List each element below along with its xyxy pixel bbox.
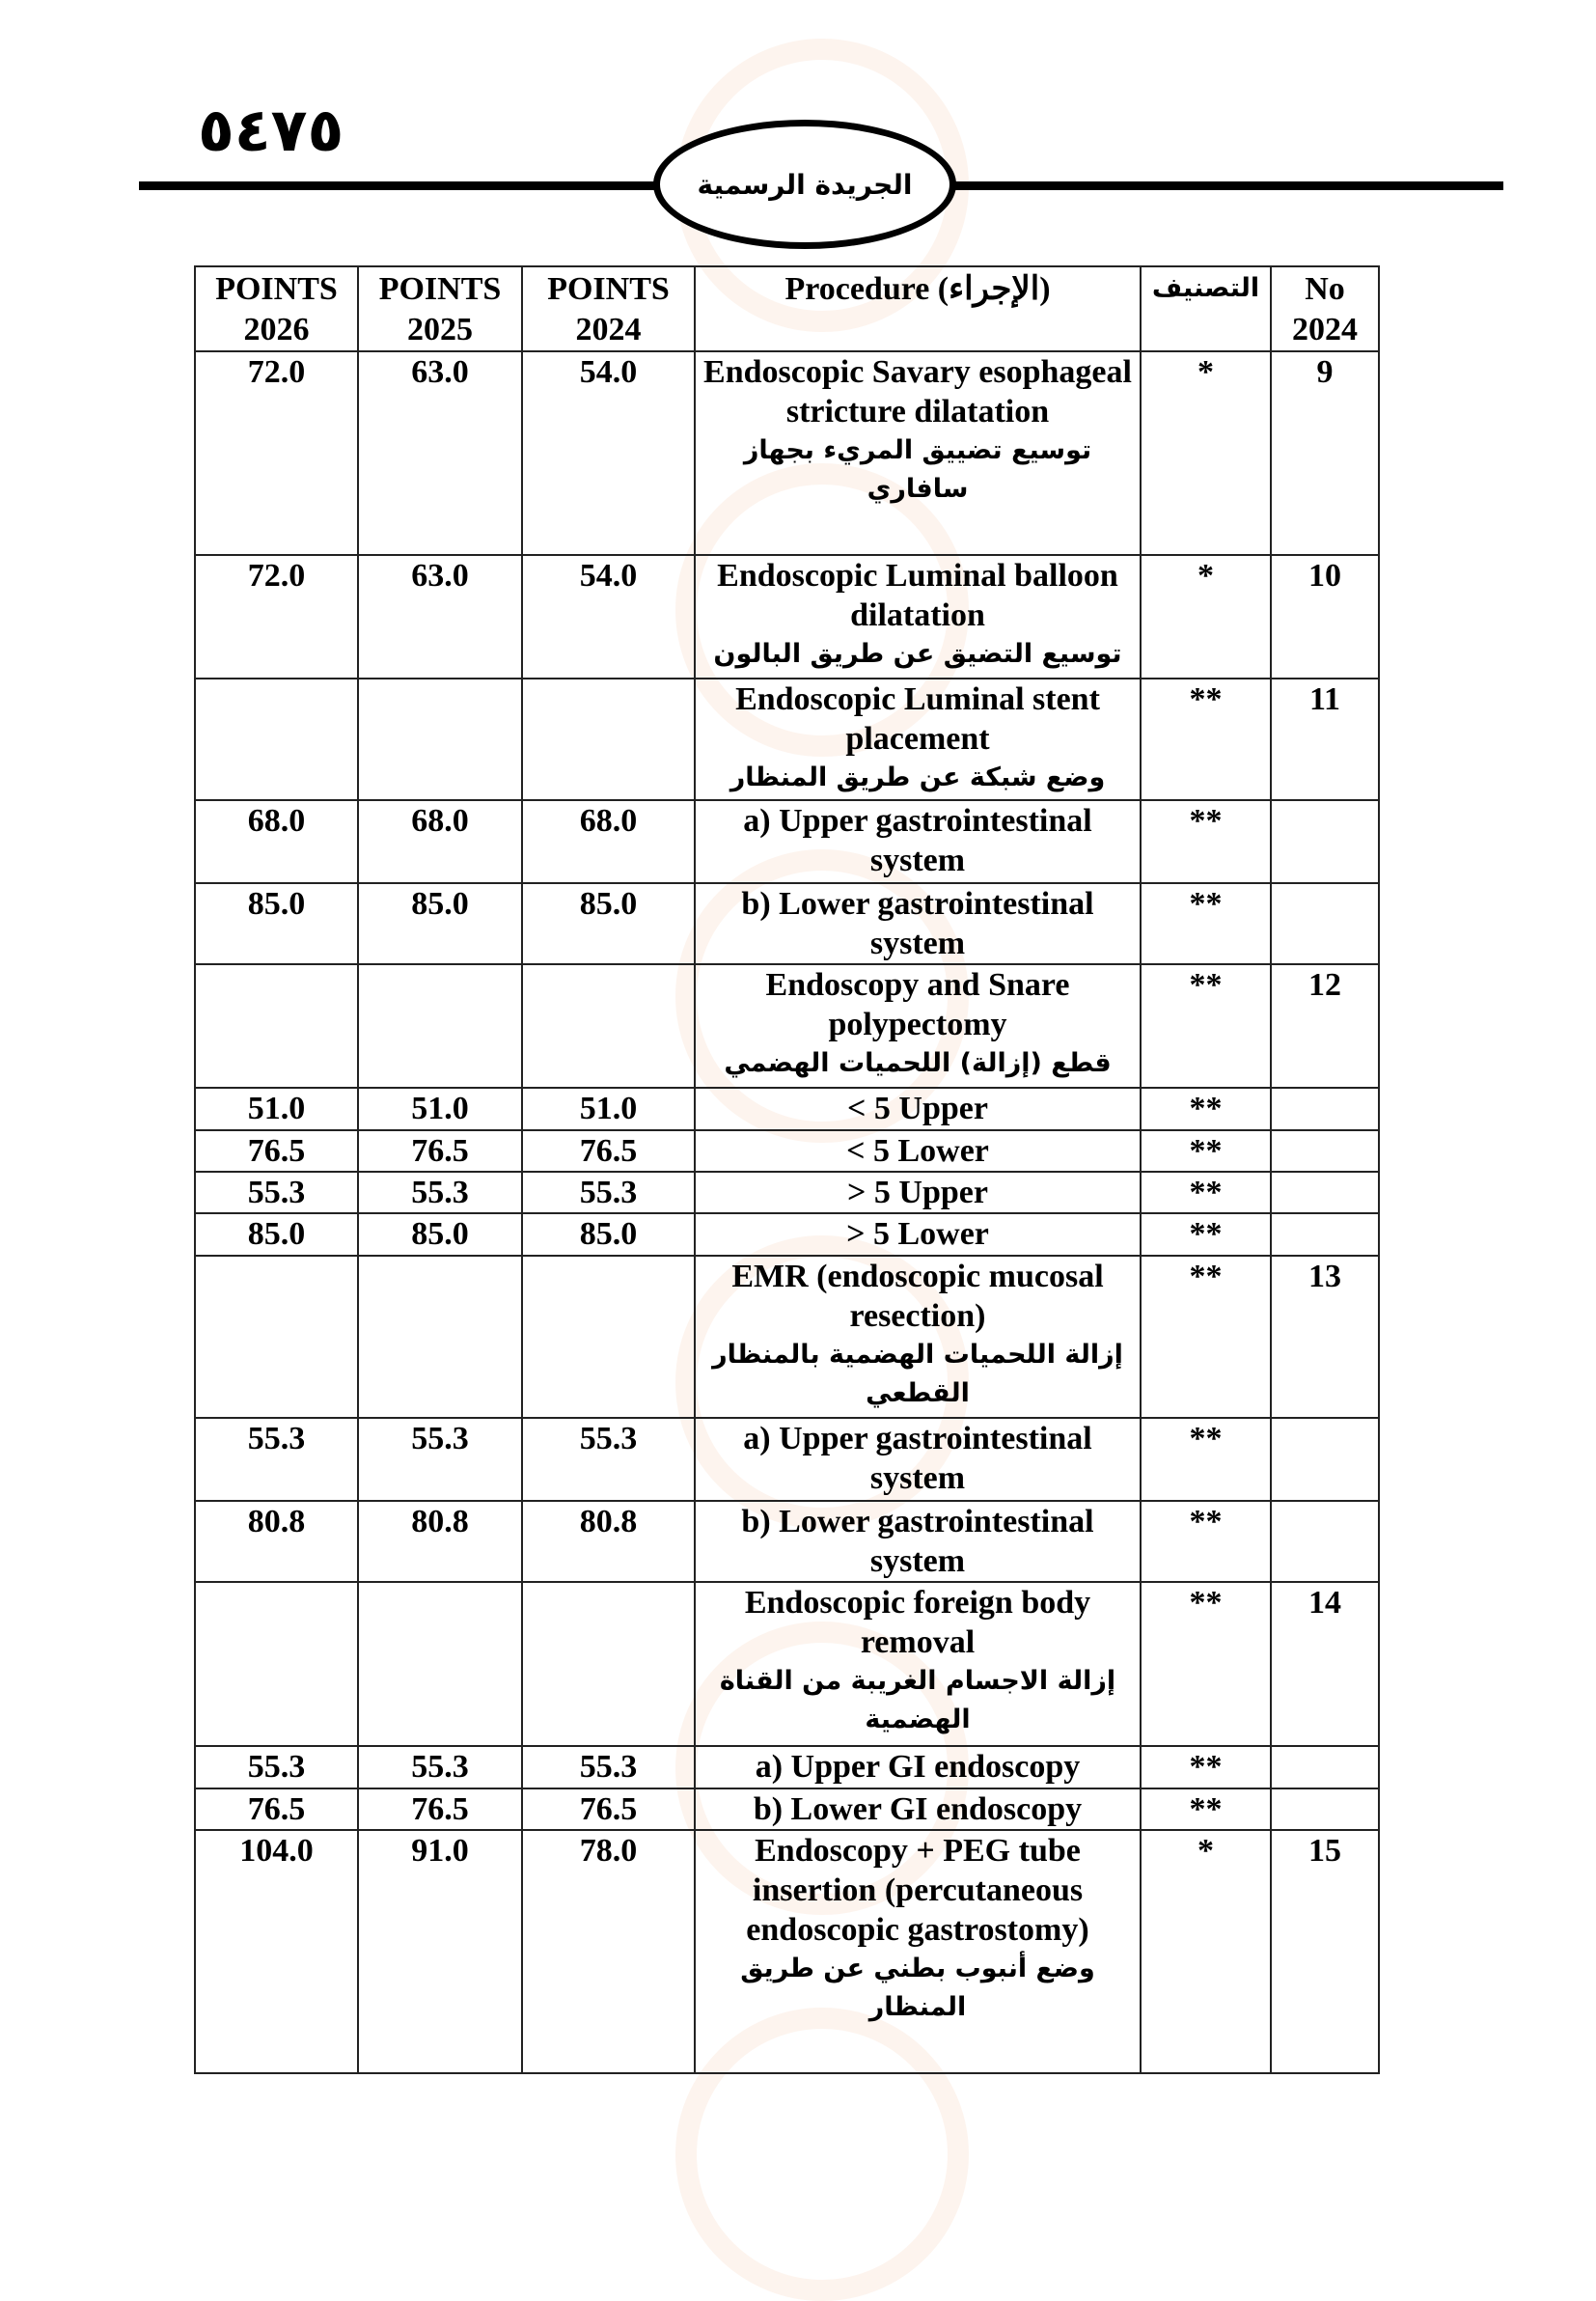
points-2026-cell: 51.0 (195, 1088, 358, 1130)
points-2025-cell: 91.0 (358, 1830, 522, 2073)
points-2025-cell (358, 964, 522, 1088)
points-2024-cell: 76.5 (522, 1788, 695, 1830)
procedure-cell (695, 1830, 1141, 2073)
procedure-cell (695, 1088, 1141, 1130)
points-2026-cell (195, 964, 358, 1088)
procedure-english: Endoscopic foreign body removal (744, 1585, 1091, 1660)
table-row (195, 1746, 1379, 1788)
procedure-english: a) Upper GI endoscopy (755, 1749, 1081, 1785)
procedure-english: a) Upper gastrointestinal system (743, 803, 1092, 878)
procedure-arabic: قطع (إزالة) اللحميات الهضمي (724, 1048, 1112, 1078)
procedure-cell (695, 1501, 1141, 1582)
table-row (195, 1130, 1379, 1172)
procedure-english: a) Upper gastrointestinal system (743, 1421, 1092, 1496)
points-2024-cell (522, 1582, 695, 1746)
classification-cell: ** (1141, 1130, 1271, 1172)
classification-cell: ** (1141, 1582, 1271, 1746)
classification-cell: * (1141, 555, 1271, 679)
procedure-cell (695, 1172, 1141, 1213)
procedure-arabic: وضع أنبوب بطني عن طريق المنظار (740, 1954, 1095, 2022)
number-cell: 10 (1271, 555, 1379, 679)
number-cell (1271, 1088, 1379, 1130)
header-points-2025: POINTS 2025 (358, 266, 522, 351)
points-2026-cell: 55.3 (195, 1172, 358, 1213)
classification-cell: ** (1141, 1788, 1271, 1830)
points-2024-cell: 85.0 (522, 1213, 695, 1256)
number-cell (1271, 883, 1379, 964)
points-2025-cell: 63.0 (358, 555, 522, 679)
procedure-cell (695, 1130, 1141, 1172)
procedure-arabic: إزالة الاجسام الغريبة من القناة الهضمية (719, 1666, 1116, 1734)
procedures-table (194, 265, 1380, 2074)
points-2025-cell: 51.0 (358, 1088, 522, 1130)
table-row (195, 964, 1379, 1088)
points-2024-cell: 55.3 (522, 1746, 695, 1788)
procedure-cell (695, 679, 1141, 800)
classification-cell: ** (1141, 1256, 1271, 1418)
classification-cell: * (1141, 351, 1271, 555)
header-points-2026: POINTS 2026 (195, 266, 358, 351)
points-2025-cell: 63.0 (358, 351, 522, 555)
number-cell: 12 (1271, 964, 1379, 1088)
table-row (195, 555, 1379, 679)
number-cell (1271, 1213, 1379, 1256)
points-2025-cell (358, 1582, 522, 1746)
points-2026-cell (195, 1256, 358, 1418)
header-procedure: Procedure (الإجراء) (695, 266, 1141, 351)
points-2024-cell: 54.0 (522, 351, 695, 555)
number-cell (1271, 1418, 1379, 1501)
points-2024-cell: 85.0 (522, 883, 695, 964)
gazette-title: الجريدة الرسمية (653, 120, 956, 249)
points-2024-cell: 54.0 (522, 555, 695, 679)
procedure-english: Endoscopic Savary esophageal stricture dilatation (703, 354, 1132, 430)
procedure-cell (695, 1788, 1141, 1830)
header-points-2024: POINTS 2024 (522, 266, 695, 351)
points-2026-cell: 72.0 (195, 351, 358, 555)
points-2025-cell: 55.3 (358, 1172, 522, 1213)
points-2024-cell: 80.8 (522, 1501, 695, 1582)
procedure-arabic: توسيع تضييق المريء بجهاز سافاري (743, 435, 1092, 504)
procedure-arabic: إزالة اللحميات الهضمية بالمنظار القطعي (712, 1340, 1123, 1408)
procedure-english: Endoscopic Luminal balloon dilatation (717, 558, 1118, 633)
number-cell (1271, 1501, 1379, 1582)
points-2026-cell: 104.0 (195, 1830, 358, 2073)
procedure-cell (695, 800, 1141, 883)
classification-cell: ** (1141, 1746, 1271, 1788)
points-2024-cell (522, 1256, 695, 1418)
table-row (195, 1172, 1379, 1213)
points-2025-cell (358, 679, 522, 800)
points-2026-cell: 55.3 (195, 1746, 358, 1788)
procedure-english: Endoscopy and Snare polypectomy (765, 967, 1070, 1042)
classification-cell: ** (1141, 1418, 1271, 1501)
procedure-cell (695, 1418, 1141, 1501)
points-2026-cell: 72.0 (195, 555, 358, 679)
classification-cell: ** (1141, 1172, 1271, 1213)
procedure-english: > 5 Upper (847, 1175, 988, 1210)
points-2026-cell: 76.5 (195, 1788, 358, 1830)
procedure-cell (695, 1582, 1141, 1746)
classification-cell: ** (1141, 1088, 1271, 1130)
procedure-english: < 5 Lower (846, 1133, 989, 1169)
classification-cell: ** (1141, 800, 1271, 883)
classification-cell: ** (1141, 1501, 1271, 1582)
procedure-arabic: توسيع التضيق عن طريق البالون (713, 639, 1122, 669)
procedure-cell (695, 1256, 1141, 1418)
table-row (195, 1256, 1379, 1418)
points-2025-cell: 68.0 (358, 800, 522, 883)
procedure-cell (695, 883, 1141, 964)
classification-cell: ** (1141, 883, 1271, 964)
procedure-arabic: وضع شبكة عن طريق المنظار (729, 762, 1106, 792)
number-cell (1271, 800, 1379, 883)
number-cell: 9 (1271, 351, 1379, 555)
number-cell: 15 (1271, 1830, 1379, 2073)
points-2025-cell: 80.8 (358, 1501, 522, 1582)
procedure-english: b) Lower GI endoscopy (753, 1791, 1083, 1827)
table-row (195, 1418, 1379, 1501)
table-row (195, 1088, 1379, 1130)
procedure-english: Endoscopic Luminal stent placement (735, 681, 1100, 757)
header-classification: التصنيف (1141, 266, 1271, 351)
points-2026-cell: 80.8 (195, 1501, 358, 1582)
points-2026-cell (195, 1582, 358, 1746)
procedure-english: b) Lower gastrointestinal system (741, 1504, 1094, 1579)
points-2026-cell (195, 679, 358, 800)
points-2025-cell: 55.3 (358, 1746, 522, 1788)
points-2024-cell: 78.0 (522, 1830, 695, 2073)
points-2024-cell: 55.3 (522, 1418, 695, 1501)
procedure-cell (695, 964, 1141, 1088)
points-2024-cell: 51.0 (522, 1088, 695, 1130)
points-2025-cell: 76.5 (358, 1788, 522, 1830)
points-2024-cell: 55.3 (522, 1172, 695, 1213)
classification-cell: ** (1141, 679, 1271, 800)
points-2026-cell: 55.3 (195, 1418, 358, 1501)
procedure-english: > 5 Lower (846, 1216, 989, 1252)
points-2026-cell: 85.0 (195, 883, 358, 964)
points-2025-cell: 55.3 (358, 1418, 522, 1501)
points-2024-cell (522, 679, 695, 800)
table-row (195, 883, 1379, 964)
procedure-english: b) Lower gastrointestinal system (741, 886, 1094, 961)
points-2024-cell: 68.0 (522, 800, 695, 883)
number-cell (1271, 1746, 1379, 1788)
number-cell (1271, 1130, 1379, 1172)
classification-cell: ** (1141, 964, 1271, 1088)
procedure-cell (695, 555, 1141, 679)
points-2025-cell (358, 1256, 522, 1418)
header-no-2024: No 2024 (1271, 266, 1379, 351)
number-cell: 14 (1271, 1582, 1379, 1746)
points-2024-cell: 76.5 (522, 1130, 695, 1172)
table-row (195, 800, 1379, 883)
classification-cell: * (1141, 1830, 1271, 2073)
number-cell: 13 (1271, 1256, 1379, 1418)
points-2026-cell: 76.5 (195, 1130, 358, 1172)
table-row (195, 351, 1379, 555)
points-2025-cell: 76.5 (358, 1130, 522, 1172)
procedure-english: Endoscopy + PEG tube insertion (percutaneous endoscopic gastrostomy) (746, 1833, 1089, 1948)
points-2025-cell: 85.0 (358, 883, 522, 964)
points-2025-cell: 85.0 (358, 1213, 522, 1256)
procedure-english: EMR (endoscopic mucosal resection) (731, 1259, 1104, 1334)
page-number: ٥٤٧٥ (198, 95, 344, 165)
points-2026-cell: 85.0 (195, 1213, 358, 1256)
procedure-english: < 5 Upper (847, 1091, 988, 1126)
number-cell (1271, 1788, 1379, 1830)
table-row (195, 1582, 1379, 1746)
table-row (195, 1501, 1379, 1582)
table-row (195, 679, 1379, 800)
table-row (195, 1213, 1379, 1256)
procedure-cell (695, 1746, 1141, 1788)
points-2024-cell (522, 964, 695, 1088)
table-row (195, 1788, 1379, 1830)
number-cell: 11 (1271, 679, 1379, 800)
points-2026-cell: 68.0 (195, 800, 358, 883)
table-row (195, 1830, 1379, 2073)
number-cell (1271, 1172, 1379, 1213)
procedure-cell (695, 1213, 1141, 1256)
table-header-row (195, 266, 1379, 351)
procedure-cell (695, 351, 1141, 555)
classification-cell: ** (1141, 1213, 1271, 1256)
